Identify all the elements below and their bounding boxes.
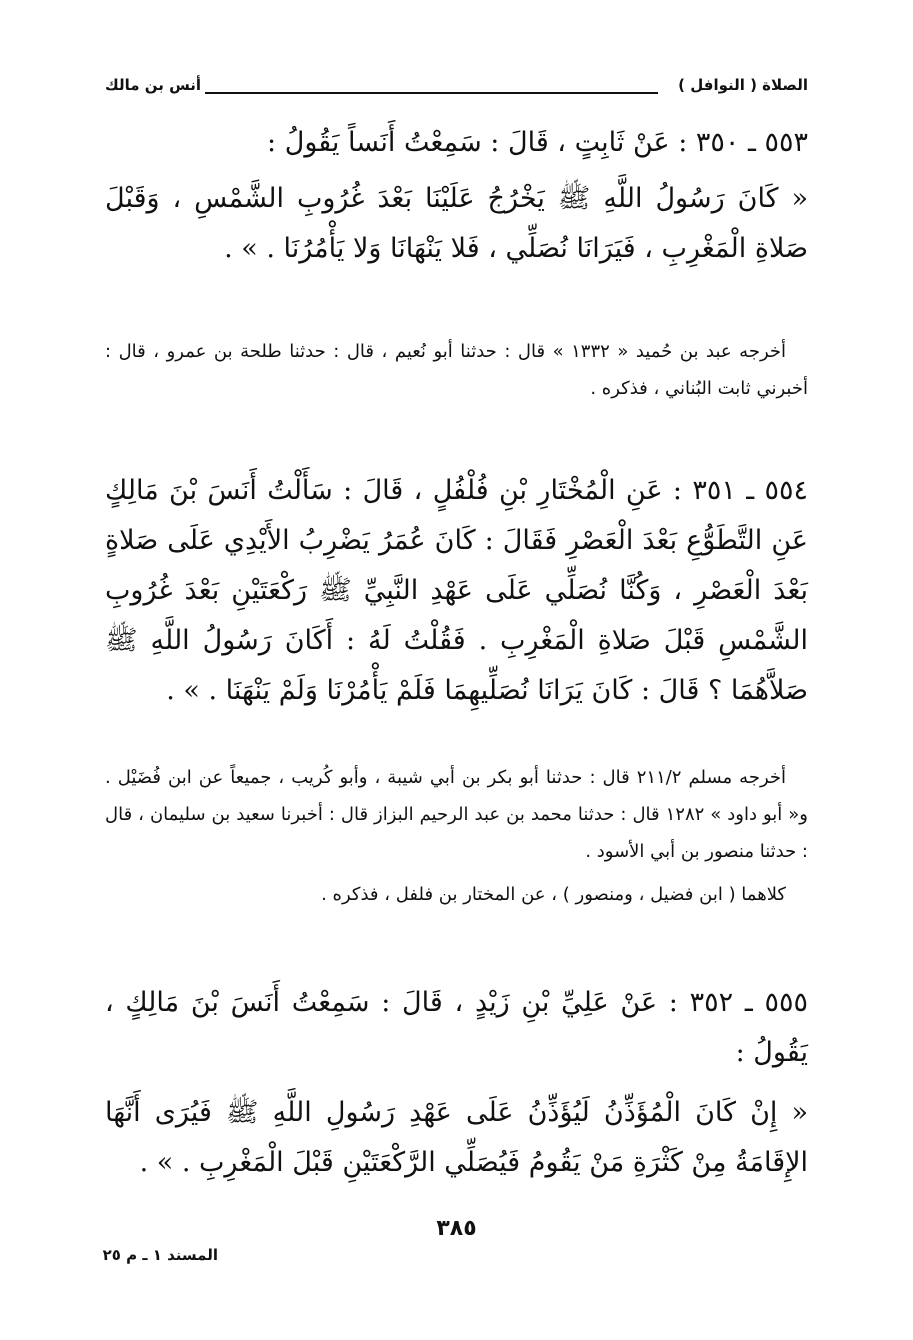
hadith-553-matn: « كَانَ رَسُولُ اللَّهِ ﷺ يَخْرُجُ عَلَيْنَا بَعْدَ غُرُوبِ الشَّمْسِ ، وَقَبْلَ صَلاةِ الْمَغْرِبِ ، فَيَرَانَا نُصَلِّي ، فَلا يَنْهَانَا وَلا يَأْمُرُنَا . » .	[105, 182, 808, 264]
page-number: ٣٨٥	[436, 1216, 477, 1241]
printer-signature: المسند ١ ـ م ٢٥	[102, 1246, 218, 1264]
hadith-554-text: ٥٥٤ ـ ٣٥١ : عَنِ الْمُخْتَارِ بْنِ فُلْفُلٍ ، قَالَ : سَأَلْتُ أَنَسَ بْنَ مَالِكٍ عَنِ التَّطَوُّعِ بَعْدَ الْعَصْرِ فَقَالَ : كَانَ عُمَرُ يَضْرِبُ الأَيْدِي عَلَى صَلاةٍ بَعْدَ الْعَصْرِ ، وَكُنَّا نُصَلِّي عَلَى عَهْدِ النَّبِيِّ ﷺ رَكْعَتَيْنِ بَعْدَ غُرُوبِ الشَّمْسِ قَبْلَ صَلاةِ الْمَغْرِبِ . فَقُلْتُ لَهُ : أَكَانَ رَسُولُ اللَّهِ ﷺ صَلاَّهُمَا ؟ قَالَ : كَانَ يَرَانَا نُصَلِّيهِمَا فَلَمْ يَأْمُرْنَا وَلَمْ يَنْهَنَا . » .	[105, 475, 808, 706]
takhrij-553	[105, 334, 808, 408]
hadith-554	[105, 466, 808, 716]
takhrij-553-text: أخرجه عبد بن حُميد « ١٣٣٢ » قال : حدثنا أبو نُعيم ، قال : حدثنا طلحة بن عمرو ، قال : أخبرني ثابت البُناني ، فذكره .	[105, 341, 808, 399]
running-header	[105, 76, 808, 106]
hadith-555-isnad: ٥٥٥ ـ ٣٥٢ : عَنْ عَلِيِّ بْنِ زَيْدٍ ، قَالَ : سَمِعْتُ أَنَسَ بْنَ مَالِكٍ ، يَقُولُ :	[105, 987, 808, 1068]
hadith-555	[105, 978, 808, 1188]
header-section-title: الصلاة ( النوافل )	[678, 76, 808, 94]
takhrij-554-para2: كلاهما ( ابن فضيل ، ومنصور ) ، عن المختار بن فلفل ، فذكره .	[321, 883, 786, 905]
hadith-555-matn: « إِنْ كَانَ الْمُؤَذِّنُ لَيُؤَذِّنُ عَلَى عَهْدِ رَسُولِ اللَّهِ ﷺ فَيُرَى أَنَّهَا الإِقَامَةُ مِنْ كَثْرَةِ مَنْ يَقُومُ فَيُصَلِّي الرَّكْعَتَيْنِ قَبْلَ الْمَغْرِبِ . » .	[105, 1096, 808, 1178]
hadith-553	[105, 118, 808, 274]
takhrij-554	[105, 760, 808, 914]
takhrij-554-para1: أخرجه مسلم ٢١١/٢ قال : حدثنا أبو بكر بن أبي شيبة ، وأبو كُريب ، جميعاً عن ابن فُضَيْل . و« أبو داود » ١٢٨٢ قال : حدثنا محمد بن عبد الرحيم البزاز قال : أخبرنا سعيد بن سليمان ، قال : حدثنا منصور بن أبي الأسود .	[105, 767, 809, 862]
header-narrator: أنس بن مالك	[105, 76, 202, 94]
hadith-553-isnad: ٥٥٣ ـ ٣٥٠ : عَنْ ثَابِتٍ ، قَالَ : سَمِعْتُ أَنَساً يَقُولُ :	[267, 127, 808, 158]
header-rule	[205, 92, 658, 94]
